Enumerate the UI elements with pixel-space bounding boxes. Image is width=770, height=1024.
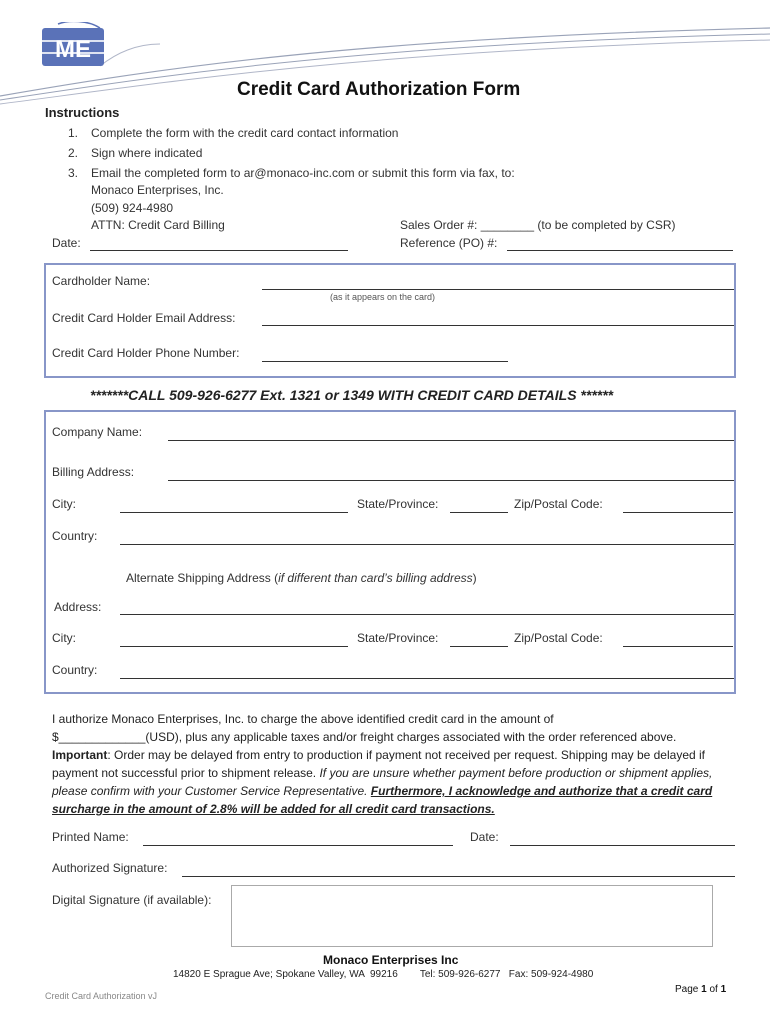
signature-date-field[interactable] <box>510 845 735 846</box>
shipping-zip-field[interactable] <box>623 646 733 647</box>
cardholder-name-hint: (as it appears on the card) <box>330 292 436 302</box>
company-name-label: Company Name: <box>52 425 143 439</box>
date-label: Date: <box>52 236 81 250</box>
instruction-number: 3. <box>68 166 79 180</box>
printed-name-field[interactable] <box>143 845 453 846</box>
page-indicator: Page 1 of 1 <box>675 984 727 995</box>
authorized-signature-label: Authorized Signature: <box>52 861 168 875</box>
authorized-signature-field[interactable] <box>182 876 735 877</box>
email-field[interactable] <box>262 325 734 326</box>
instruction-item: Sign where indicated <box>91 146 203 160</box>
authorization-line2: $_____________(USD), plus any applicable taxes and/or freight charges associated with the order referenced above. <box>52 730 677 744</box>
digital-signature-label: Digital Signature (if available): <box>52 893 212 907</box>
shipping-country-label: Country: <box>52 663 98 677</box>
instruction-item: Complete the form with the credit card contact information <box>91 126 399 140</box>
shipping-state-field[interactable] <box>450 646 508 647</box>
shipping-address-label: Address: <box>54 600 102 614</box>
authorization-text <box>52 710 732 818</box>
shipping-country-field[interactable] <box>120 678 734 679</box>
signature-date-label: Date: <box>470 830 499 844</box>
instruction-number: 1. <box>68 126 79 140</box>
phone-label: Credit Card Holder Phone Number: <box>52 346 240 360</box>
footer-company: Monaco Enterprises Inc <box>323 953 459 967</box>
shipping-heading: Alternate Shipping Address (if different than card’s billing address) <box>126 571 477 585</box>
company-name-field[interactable] <box>168 440 734 441</box>
shipping-city-field[interactable] <box>120 646 348 647</box>
date-field[interactable] <box>90 250 348 251</box>
state-field[interactable] <box>450 512 508 513</box>
form-version: Credit Card Authorization vJ <box>45 991 158 1001</box>
billing-address-label: Billing Address: <box>52 465 135 479</box>
cardholder-name-field[interactable] <box>262 289 734 290</box>
city-label: City: <box>52 497 76 511</box>
logo-icon <box>38 22 108 70</box>
country-field[interactable] <box>120 544 734 545</box>
contact-line: ATTN: Credit Card Billing <box>91 218 225 232</box>
header-swoosh <box>0 0 770 120</box>
zip-label: Zip/Postal Code: <box>514 497 603 511</box>
form-title: Credit Card Authorization Form <box>237 79 521 100</box>
contact-line: (509) 924-4980 <box>91 201 174 215</box>
state-label: State/Province: <box>357 497 439 511</box>
digital-signature-box[interactable] <box>231 885 713 947</box>
svg-text:ME: ME <box>55 36 91 63</box>
contact-line: Monaco Enterprises, Inc. <box>91 183 224 197</box>
phone-field[interactable] <box>262 361 508 362</box>
instruction-number: 2. <box>68 146 79 160</box>
billing-address-field[interactable] <box>168 480 734 481</box>
reference-label: Reference (PO) #: <box>400 236 498 250</box>
country-label: Country: <box>52 529 98 543</box>
email-label: Credit Card Holder Email Address: <box>52 311 236 325</box>
call-banner: *******CALL 509-926-6277 Ext. 1321 or 1349 WITH CREDIT CARD DETAILS ****** <box>90 387 614 403</box>
reference-field[interactable] <box>507 250 733 251</box>
instructions-heading: Instructions <box>45 105 120 120</box>
instruction-item: Email the completed form to ar@monaco-inc.com or submit this form via fax, to: <box>91 166 515 180</box>
footer-address: 14820 E Sprague Ave; Spokane Valley, WA 99216 Tel: 509-926-6277 Fax: 509-924-4980 <box>173 969 594 980</box>
cardholder-name-label: Cardholder Name: <box>52 274 151 288</box>
billing-section <box>44 410 736 694</box>
authorization-terms: Important: Order may be delayed from entry to production if payment not received per request. Shipping may be delayed if payment not successful prior to shipment release. If you are unsure whether payment before production or shipment applies, please confirm with your Customer Service Representative. Furthermore, I acknowledge and authorize that a credit card surcharge in the amount of 2.8% will be added for all credit card transactions. <box>52 748 713 816</box>
city-field[interactable] <box>120 512 348 513</box>
zip-field[interactable] <box>623 512 733 513</box>
sales-order-label: Sales Order #: ________ (to be completed by CSR) <box>400 218 676 232</box>
company-logo <box>38 22 108 70</box>
authorization-line1: I authorize Monaco Enterprises, Inc. to charge the above identified credit card in the amount of <box>52 712 554 726</box>
shipping-zip-label: Zip/Postal Code: <box>514 631 603 645</box>
shipping-address-field[interactable] <box>120 614 734 615</box>
printed-name-label: Printed Name: <box>52 830 129 844</box>
shipping-city-label: City: <box>52 631 76 645</box>
shipping-state-label: State/Province: <box>357 631 439 645</box>
